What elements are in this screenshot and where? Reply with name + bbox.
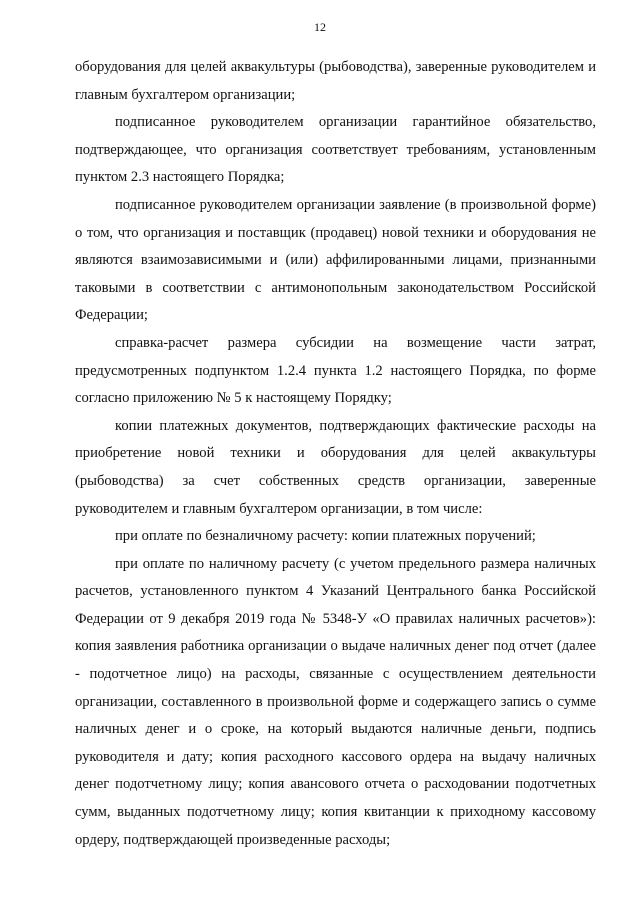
document-body: [75, 54, 596, 854]
page-number: 12: [314, 20, 326, 34]
paragraph-cashless-payment: при оплате по безналичному расчету: копии платежных поручений;: [115, 528, 536, 545]
paragraph-independence-statement: подписанное руководителем организации заявление (в произвольной форме) о том, что организация и поставщик (продавец) новой техники и оборудования не являются взаимозависимыми и (или) аффилированными лицами, признанными таковыми в соответствии с антимонопольным законодательством Российской Федерации;: [75, 196, 596, 324]
paragraph-guarantee-obligation: подписанное руководителем организации гарантийное обязательство, подтверждающее, что организация соответствует требованиям, установленным пунктом 2.3 настоящего Порядка;: [75, 114, 596, 186]
paragraph-payment-documents: копии платежных документов, подтверждающих фактические расходы на приобретение новой техники и оборудования для целей аквакультуры (рыбоводства) за счет собственных средств организации, заверенные руководителем и главным бухгалтером организации, в том числе:: [75, 417, 596, 517]
paragraph-subsidy-calculation: справка-расчет размера субсидии на возмещение части затрат, предусмотренных подпунктом 1.2.4 пункта 1.2 настоящего Порядка, по форме согласно приложению № 5 к настоящему Порядку;: [75, 334, 596, 407]
paragraph-continuation: оборудования для целей аквакультуры (рыбоводства), заверенные руководителем и главным бухгалтером организации;: [75, 59, 596, 103]
paragraph-cash-payment: при оплате по наличному расчету (с учетом предельного размера наличных расчетов, установленного пунктом 4 Указаний Центрального банка Российской Федерации от 9 декабря 2019 года № 5348-У «О правилах наличных расчетов»): копия заявления работника организации о выдаче наличных денег под отчет (далее - подотчетное лицо) на расходы, связанные с осуществлением деятельности организации, составленного в произвольной форме и содержащего запись о сумме наличных денег и о сроке, на который выдаются наличные деньги, подпись руководителя и дату; копия расходного кассового ордера на выдачу наличных денег подотчетному лицу; копия авансового отчета о расходовании подотчетных сумм, выданных подотчетному лицу; копия квитанции к приходному кассовому ордеру, подтверждающей произведенные расходы;: [75, 555, 596, 848]
